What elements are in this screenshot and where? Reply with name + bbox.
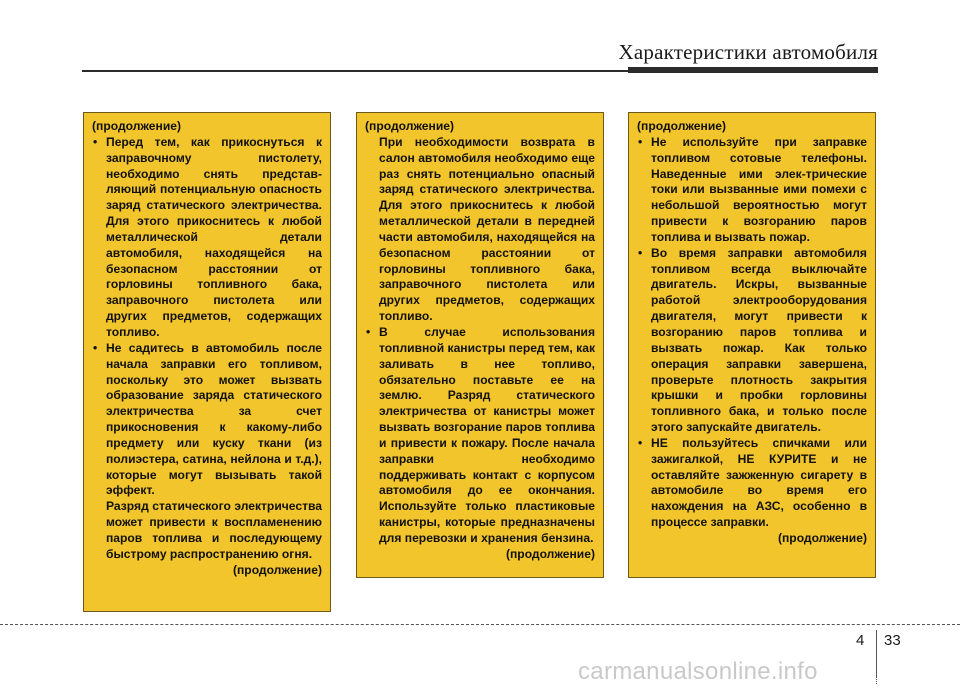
watermark: carmanualsonline.info: [578, 658, 818, 685]
page-header-title: Характеристики автомобиля: [618, 40, 878, 64]
chapter-number: 4: [856, 632, 865, 649]
page-footer-line: [0, 624, 960, 625]
bullet-item: • В случае использования топливной канистры перед тем, как заливать в нее топливо, обязательно поставьте ее на землю. Разряд статического электричества от канистры может вызвать возгорание паров топлива и привести к пожару. После начала заправки необходимо поддерживать контакт с корпусом автомобиля до ее окончания. Используйте только пластиковые канистры, которые предназначены для перевозки и хранения бензина.: [365, 325, 595, 547]
page-number: 33: [884, 632, 901, 649]
warning-box-3: [628, 112, 876, 578]
continued-heading: (продолжение): [92, 119, 182, 133]
continued-footer: (продолжение): [777, 530, 867, 545]
warning-box-1: [83, 112, 331, 612]
bullet-item: • Не используйте при заправке топливом сотовые телефоны. Наведенные ими элек-трические токи или вызванные ими помехи с небольшой вероятностью могут привести к возгоранию паров топлива и вызвать пожар.: [637, 135, 867, 246]
bullet-item: • НЕ пользуйтесь спичками или зажигалкой, НЕ КУРИТЕ и не оставляйте зажженную сигарету в автомобиле во время его нахождения на АЗС, особенно в процессе заправки.: [637, 436, 867, 531]
header-rule-accent: [628, 67, 878, 73]
paragraph: Разряд статического электричества может привести к воспламенению паров топлива и последующему быстрому распространению огня.: [106, 499, 322, 561]
paragraph: При необходимости возврата в салон автомобиля необходимо еще раз снять потенциально опасный заряд статического электричества. Для этого прикоснитесь к любой металлической детали в передней части автомобиля, находящейся на безопасном расстоянии от горловины топливного бака, заправочного пистолета или других предметов, содержащих топливо.: [379, 134, 595, 324]
continued-footer: (продолжение): [505, 546, 595, 561]
continued-footer: (продолжение): [232, 562, 322, 577]
bullet-item: • Не садитесь в автомобиль после начала заправки его топливом, поскольку это может вызвать образование заряда статического электричества за счет прикосновения к какому-либо предмету или куску ткани (из полиэстера, сатина, нейлона и т.д.), которые могут вызывать такой эффект.: [92, 341, 322, 499]
bullet-item: • Перед тем, как прикоснуться к заправочному пистолету, необходимо снять представ-ляющий потенциальную опасность заряд статического электричества. Для этого прикоснитесь к любой металлической детали автомобиля, находящейся на безопасном расстоянии от горловины топливного бака, заправочного пистолета или других предметов, содержащих топливо.: [92, 135, 322, 341]
bullet-item: • Во время заправки автомобиля топливом всегда выключайте двигатель. Искры, вызванные работой электрооборудования двигателя, могут привести к возгоранию паров топлива и вызвать пожар. Как только операция заправки завершена, проверьте плотность закрытия крышки и пробки горловины топливного бака, и только после этого запускайте двигатель.: [637, 246, 867, 436]
continued-heading: (продолжение): [637, 119, 727, 133]
page-number-divider: [876, 630, 877, 678]
page-number-divider-dots: [876, 672, 878, 684]
warning-box-2: [356, 112, 604, 578]
continued-heading: (продолжение): [365, 119, 455, 133]
